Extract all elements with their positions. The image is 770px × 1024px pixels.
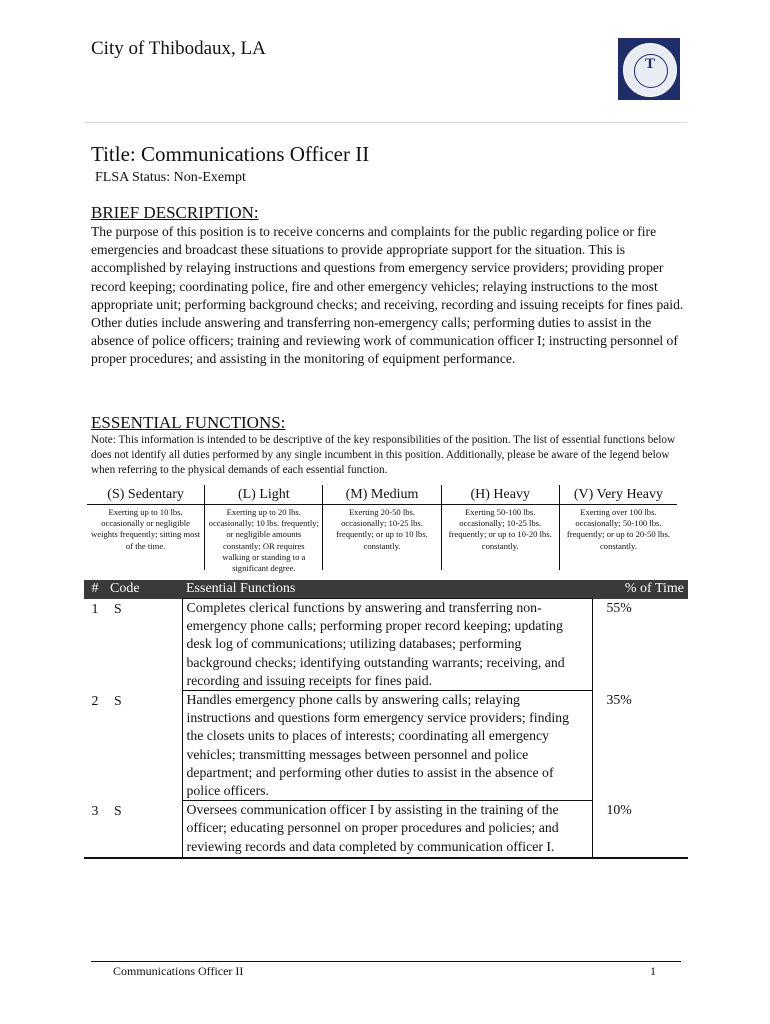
row-code: S (114, 692, 122, 708)
table-row (84, 599, 688, 691)
header-percent-time: % of Time (592, 580, 688, 599)
header-essential-functions: Essential Functions (182, 580, 592, 599)
legend-label: (S) Sedentary (87, 485, 204, 505)
physical-demands-legend (87, 485, 677, 574)
row-code: S (106, 801, 182, 858)
row-number: 3 (84, 801, 106, 858)
row-percent: 35% (606, 691, 632, 707)
city-name: City of Thibodaux, LA (91, 38, 266, 59)
row-function: Oversees communication officer I by assisting in the training of the officer; educating personnel on proper procedures and policies; and reviewing records and data completed by communication officer I. (182, 801, 592, 858)
legend-label: (M) Medium (323, 485, 440, 505)
city-seal-icon: T (618, 38, 680, 100)
footer-document-name: Communications Officer II (113, 964, 244, 978)
brief-description-text: The purpose of this position is to receive concerns and complaints for the public regarding police or fire emergencies and broadcast these situations to provide appropriate support for the situation. This is accomplished by relaying instructions and questions from emergency service providers; providing proper record keeping; coordinating police, fire and other emergency vehicles; relaying instructions to the most appropriate unit; performing background checks; and receiving, recording and issuing receipts for fines paid. Other duties include answering and transferring non-emergency calls; performing duties to assist in the absence of police officers; training and reviewing work of communication officer I; instructing personnel of proper procedures; and assisting in the monitoring of equipment performance. (91, 224, 684, 367)
legend-label: (L) Light (205, 485, 322, 505)
row-percent: 55% (606, 599, 632, 615)
row-number: 1 (91, 600, 99, 616)
table-header-row (84, 580, 688, 599)
header-code: Code (106, 580, 182, 599)
legend-description: Exerting up to 10 lbs. occasionally or negligible weights frequently; sitting most of the time. (91, 507, 201, 551)
legend-label: (V) Very Heavy (560, 485, 677, 505)
legend-description: Exerting 20-50 lbs. occasionally; 10-25 lbs. frequently; or up to 10 lbs. constantly. (336, 507, 428, 551)
row-function: Handles emergency phone calls by answering calls; relaying instructions and questions form emergency service providers; finding the closets units to places of interests; coordinating all emergency vehicles; transmitting messages between personnel and police department; and performing other duties to assist in the absence of police officers. (182, 691, 592, 801)
row-function: Completes clerical functions by answering and transferring non-emergency phone calls; performing proper record keeping; updating desk log of communications; utilizing databases; performing background checks; identifying outstanding warrants; receiving, and recording and issuing receipts for fines paid. (182, 599, 592, 691)
footer-divider (91, 961, 681, 962)
page-number: 1 (650, 964, 656, 978)
flsa-status: FLSA Status: Non-Exempt (95, 170, 246, 185)
essential-functions-heading: ESSENTIAL FUNCTIONS: (91, 413, 286, 432)
legend-description: Exerting over 100 lbs. occasionally; 50-100 lbs. frequently; or up to 20-50 lbs. constantly. (566, 507, 670, 551)
legend-very-heavy (559, 485, 677, 570)
essential-functions-note: Note: This information is intended to be descriptive of the key responsibilities of the position. The list of essential functions below does not identify all duties performed by any single incumbent in this position. Additionally, please be aware of the legend below when referring to the physical demands of each essential function. (91, 434, 676, 476)
legend-description: Exerting up to 20 lbs. occasionally; 10 lbs. frequently; or negligible amounts constantly; OR requires walking or standing to a significant degree. (208, 507, 319, 574)
legend-medium (322, 485, 440, 570)
header-divider (85, 122, 687, 123)
table-row (84, 691, 688, 801)
table-row (84, 801, 688, 858)
legend-description: Exerting 50-100 lbs. occasionally; 10-25 lbs. frequently; or up to 10-20 lbs. constantly. (448, 507, 552, 551)
brief-description-heading: BRIEF DESCRIPTION: (91, 203, 259, 222)
header-number: # (84, 580, 106, 599)
legend-light (204, 485, 322, 574)
row-percent: 10% (592, 801, 688, 858)
legend-sedentary (87, 485, 204, 570)
row-number: 2 (91, 692, 99, 708)
row-code: S (114, 600, 122, 616)
legend-heavy (441, 485, 559, 570)
essential-functions-table (84, 580, 688, 859)
legend-label: (H) Heavy (442, 485, 559, 505)
page-title: Title: Communications Officer II (91, 142, 370, 166)
